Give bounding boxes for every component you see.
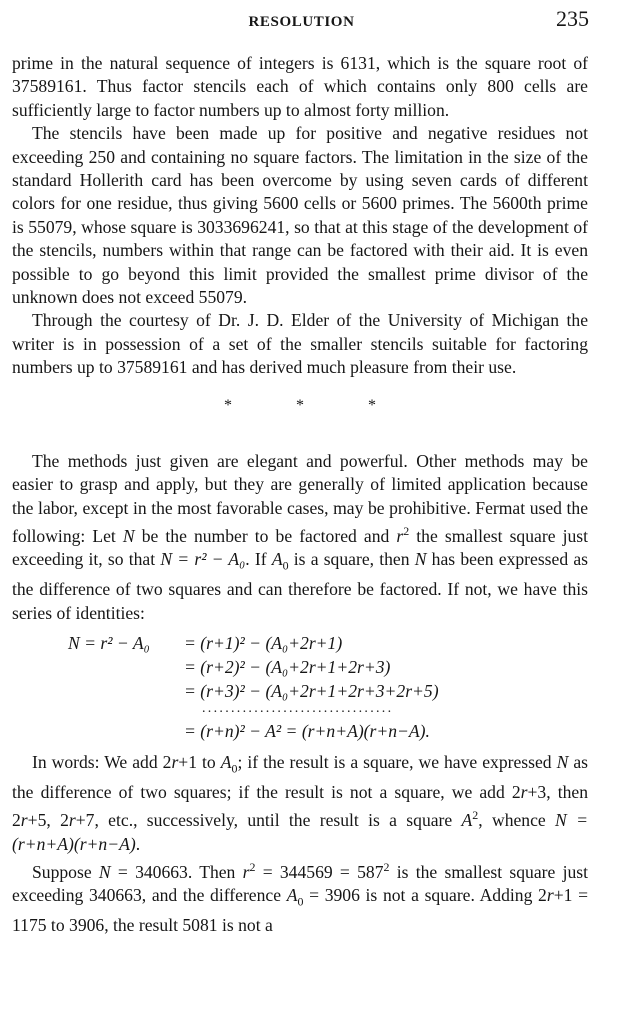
equation-rhs: = (r+3)² − (A₀+2r+1+2r+3+2r+5) [184,680,439,701]
identity-series [12,631,588,743]
paragraph-suppose: Suppose N = 340663. Then $r^2 = 344569 = 587^2$ is the smallest square just exceeding 340663, and the difference $A_0 = 3906$ is not a square. Adding 2r+1 = 1175 to 3906, the result 5081 is not a [12,859,588,936]
inline-equation: N = r² − A₀ [160,549,246,570]
equation-lhs: N = r² − A₀ [68,632,150,653]
running-head: RESOLUTION [248,14,355,30]
equation-rhs: = (r+n)² − A² = (r+n+A)(r+n−A). [184,720,430,741]
equation-rhs: = (r+2)² − (A₀+2r+1+2r+3) [184,656,391,677]
paragraph-2: The stencils have been made up for positive and negative residues not exceeding 250 and containing no square factors. The limitation in the size of the standard Hollerith card has been overcome by using seven cards of different colors for one residue, thus giving 5600 cells or 5600 primes. The 5600th prime is 55079, whose square is 3033696241, so that at this stage of the development of the stencils, numbers within that range can be factored with their aid. It is even possible to go beyond this limit provided the smallest prime divisor of the unknown does not exceed 55079. [12,123,588,308]
equation-ellipsis-row [12,700,588,719]
paragraph-1: prime in the natural sequence of integers is 6131, which is the square root of 37589161. Thus factor stencils each of which contains only 800 cells are sufficiently large to factor numbers up to almost forty million. [12,53,588,120]
paragraph-words: In words: We add 2r+1 to $A_0$; if the result is a square, we have expressed N as the difference of two squares; if the result is not a square, we add 2r+3, then 2r+5, 2r+7, etc., successively, until the result is a square $A^2$, whence N = (r+n+A)(r+n−A). [12,751,588,854]
equation-row [12,655,588,679]
page-number: 235 [556,6,589,31]
section-separator: * * * [224,396,406,414]
ellipsis-dots: ................................. [202,700,394,716]
paragraph-methods: The methods just given are elegant and powerful. Other methods may be easier to grasp and apply, but they are generally of limited application because the labor, except in the most favorable cases, may be prohibitive. Fermat used the following: Let N be the number to be factored and $r^2$ the smallest square just exceeding it, so that N = r² − A₀. If $A_0$ is a square, then N has been expressed as the difference of two squares and can therefore be factored. If not, we have this series of identities: [12,450,588,623]
page-header [14,6,589,36]
paragraph-3: Through the courtesy of Dr. J. D. Elder of the University of Michigan the writer is in possession of a set of the smaller stencils suitable for factoring numbers up to 37589161 and has derived much pleasure from their use. [12,310,588,378]
page-body [12,52,588,938]
equation-row [12,631,588,655]
equation-rhs: = (r+1)² − (A₀+2r+1) [184,632,343,653]
equation-row [12,719,588,743]
